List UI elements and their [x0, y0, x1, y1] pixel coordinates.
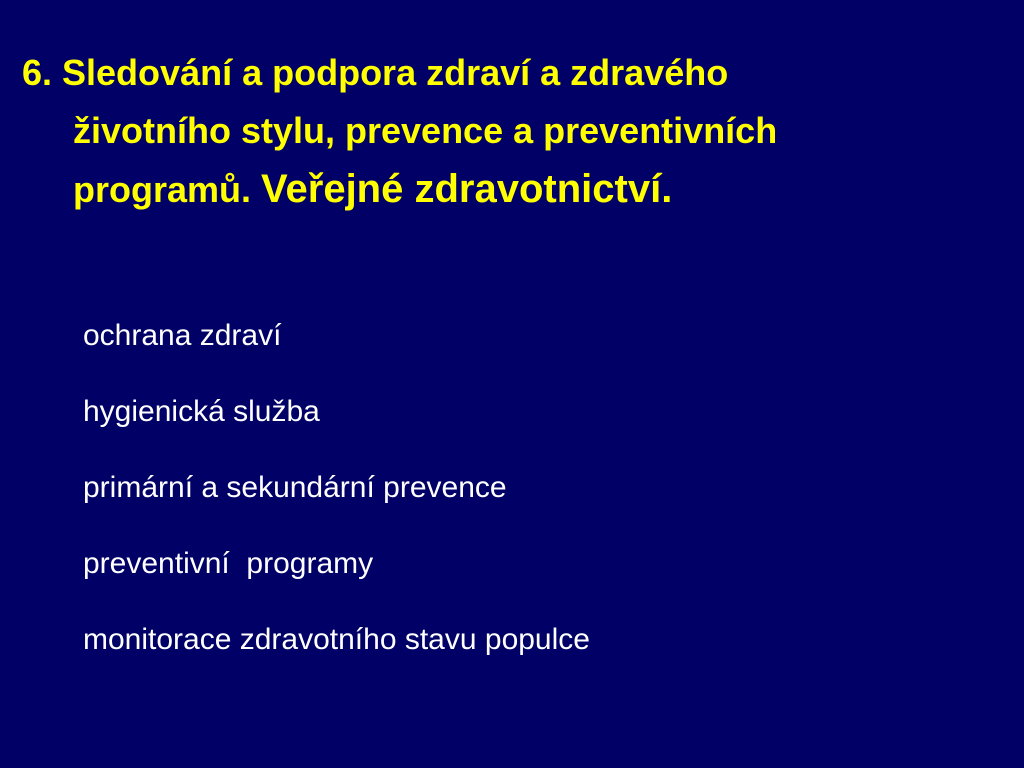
topic-item-ochrana-zdravi: ochrana zdraví	[83, 319, 282, 352]
topic-item-monitorace: monitorace zdravotního stavu populce	[83, 623, 590, 656]
title-line-2: životního stylu, prevence a preventivních	[73, 110, 778, 151]
topic-item-hygienicka-sluzba: hygienická služba	[83, 395, 320, 428]
title-line-3-part-1: programů.	[73, 169, 252, 210]
topic-list	[83, 310, 590, 690]
topic-item-prevence: primární a sekundární prevence	[83, 471, 507, 504]
title-line-1: 6. Sledování a podpora zdraví a zdravého	[22, 52, 729, 93]
slide-title	[22, 44, 1002, 219]
title-line-3-part-2: Veřejné zdravotnictví.	[261, 167, 673, 211]
topic-item-preventivni-programy: preventivní programy	[83, 547, 374, 580]
title-line-3	[22, 160, 1002, 219]
